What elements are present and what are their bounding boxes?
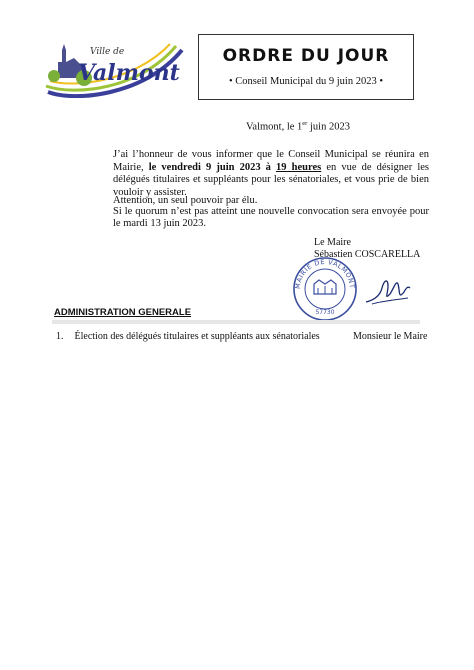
svg-text:Ville de: Ville de: [90, 47, 125, 57]
section-divider: [52, 320, 420, 324]
invitation-paragraph: J’ai l’honneur de vous informer que le Conseil Municipal se réunira en Mairie, le vendredi 9 juin 2023 à 19 heures en vue de désigner les délégués titulaires et suppléants pour les sénatoriales, et vous prie de bien vouloir y assister.: [113, 149, 429, 198]
agenda-item-number: 1.: [56, 331, 64, 342]
meeting-subtitle: • Conseil Municipal du 9 juin 2023 •: [228, 76, 384, 87]
proxy-notice: Attention, un seul pouvoir par élu.: [113, 195, 258, 206]
title-box: [198, 34, 414, 100]
agenda-item: [56, 331, 320, 342]
page-title: ORDRE DU JOUR: [222, 46, 390, 66]
letter-date: Valmont, le 1er juin 2023: [246, 120, 350, 133]
svg-text:57730: 57730: [315, 309, 335, 316]
mairie-stamp: [292, 256, 358, 322]
valmont-logo: [44, 36, 186, 98]
handwritten-signature: [362, 270, 412, 310]
svg-text:MAIRIE DE VALMONT: MAIRIE DE VALMONT: [293, 257, 357, 290]
quorum-notice: Si le quorum n’est pas atteint une nouvelle convocation sera envoyée pour le mardi 13 juin 2023.: [113, 205, 429, 230]
agenda-item-text: Élection des délégués titulaires et suppléants aux sénatoriales: [74, 331, 320, 342]
section-heading: ADMINISTRATION GENERALE: [54, 307, 192, 318]
signer-name: Sébastien COSCARELLA: [314, 249, 421, 260]
svg-text:Valmont: Valmont: [78, 60, 180, 86]
agenda-item-owner: Monsieur le Maire: [353, 331, 428, 342]
signer-role: Le Maire: [314, 237, 351, 248]
